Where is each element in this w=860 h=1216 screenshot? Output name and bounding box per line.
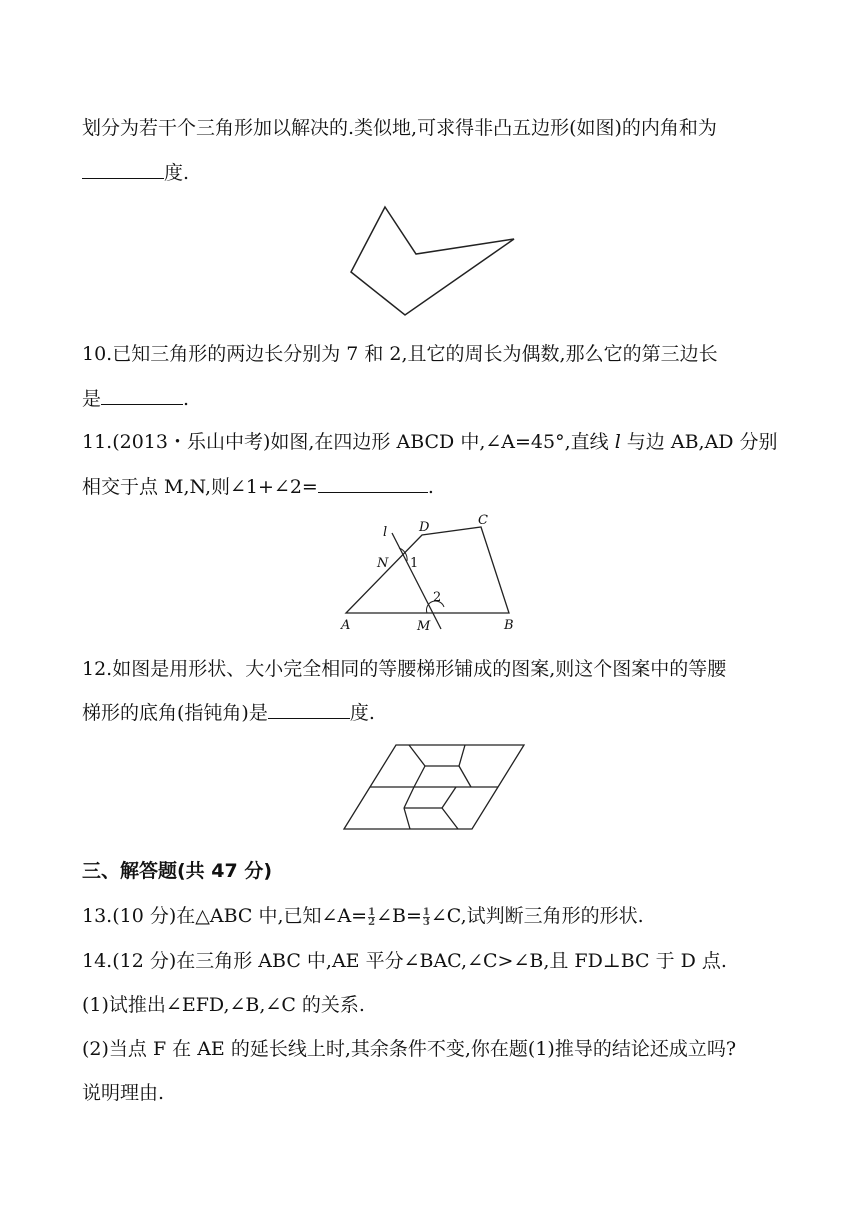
- q11-suffix: .: [427, 476, 434, 498]
- q11-text-a: 11.(2013・乐山中考)如图,在四边形 ABCD 中,∠A=45°,直线: [82, 431, 615, 453]
- frac-num: 1: [422, 906, 430, 918]
- fraction-one-third: [423, 908, 430, 927]
- tile-edge: [442, 808, 458, 829]
- q14-part1: (1)试推出∠EFD,∠B,∠C 的关系.: [82, 994, 365, 1016]
- q13-suffix: ∠C,试判断三角形的形状.: [430, 905, 644, 927]
- frac-num: 1: [368, 906, 376, 918]
- fraction-one-half: [368, 908, 375, 927]
- q13-mid: ∠B=: [376, 905, 422, 927]
- tile-edge: [409, 745, 425, 766]
- q11-text-b: 与边 AB,AD 分别: [620, 431, 778, 453]
- q12-prefix: 梯形的底角(指钝角)是: [82, 702, 268, 724]
- tile-edge: [442, 787, 456, 808]
- q9-suffix: 度.: [164, 162, 190, 184]
- label-D: D: [419, 520, 430, 535]
- line-l-symbol: l: [614, 431, 621, 453]
- label-l: l: [383, 525, 388, 540]
- q12-line1: 12.如图是用形状、大小完全相同的等腰梯形铺成的图案,则这个图案中的等腰: [82, 658, 727, 680]
- q13-prefix: 13.(10 分)在△ABC 中,已知∠A=: [82, 905, 368, 927]
- label-1: 1: [410, 556, 419, 571]
- frac-den: 2: [368, 916, 376, 928]
- q11-prefix: 相交于点 M,N,则∠1+∠2=: [82, 476, 318, 498]
- label-B: B: [504, 618, 514, 633]
- tile-edge: [459, 745, 465, 766]
- label-2: 2: [433, 590, 442, 605]
- tile-edge: [404, 787, 414, 808]
- tile-edge: [404, 808, 410, 829]
- tile-edge: [414, 766, 425, 787]
- q14-part2: (2)当点 F 在 AE 的延长线上时,其余条件不变,你在题(1)推导的结论还成立吗?: [82, 1038, 737, 1060]
- q9-line1: 划分为若干个三角形加以解决的.类似地,可求得非凸五边形(如图)的内角和为: [82, 117, 717, 139]
- q10-suffix: .: [183, 388, 190, 410]
- section-heading: 三、解答题(共 47 分): [82, 860, 273, 882]
- q13-line: [82, 902, 644, 930]
- label-N: N: [377, 556, 389, 571]
- tile-edge: [459, 766, 471, 787]
- label-C: C: [478, 513, 488, 528]
- q10-line1: 10.已知三角形的两边长分别为 7 和 2,且它的周长为偶数,那么它的第三边长: [82, 343, 718, 365]
- label-A: A: [341, 618, 351, 633]
- label-M: M: [417, 619, 431, 634]
- q10-prefix: 是: [82, 388, 102, 410]
- q14-line1: 14.(12 分)在三角形 ABC 中,AE 平分∠BAC,∠C>∠B,且 FD⊥BC 于 D 点.: [82, 950, 727, 972]
- q12-suffix: 度.: [349, 702, 375, 724]
- q14-part2-cont: 说明理由.: [82, 1082, 165, 1104]
- frac-den: 3: [422, 916, 430, 928]
